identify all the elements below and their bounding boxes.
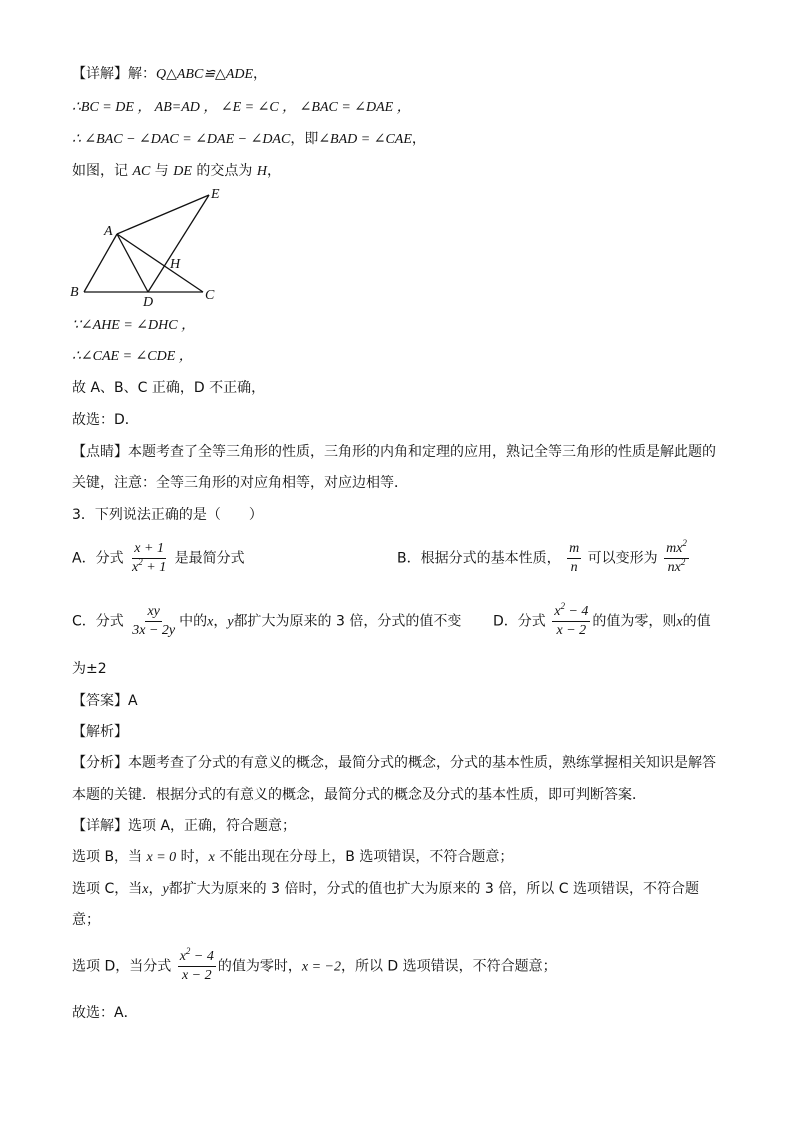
option-b-fraction-2: $\frac{mx^2}{nx^2}$ [666,538,687,575]
segment-AD [117,234,148,292]
analysis-tag: 【解析】 [72,724,128,740]
detail-line-5: ∵∠AHE = ∠DHC ， [72,318,196,333]
option-c: C．分式 $\frac{xy}{3x - 2y}$ 中的x，y都扩大为原来的 3 倍，分式的值不变 [72,604,462,638]
triangle-figure [64,182,234,310]
label-C: C [205,288,215,303]
option-b: B．根据分式的基本性质， $\frac{m}{n}$ 可以变形为 $\frac{mx^2}{nx^2}$ [397,538,687,575]
option-c-fraction: $\frac{xy}{3x - 2y}$ [132,604,176,638]
analysis-line-2: 本题的关键．根据分式的有意义的概念，最简分式的概念及分式的基本性质，即可判断答案． [72,787,646,803]
detail-q3-line-2: 选项 B，当 x = 0 时，x 不能出现在分母上，B 选项错误，不符合题意； [72,849,514,865]
option-a-fraction: $\frac{x + 1}{x^2 + 1}$ [132,541,167,575]
option-a: A．分式 $\frac{x + 1}{x^2 + 1}$ 是最简分式 [72,541,245,575]
detail-q3-line-1: 【详解】选项 A，正确，符合题意； [72,818,297,834]
congruence-expr: Q△ABC≌△ADE [156,67,254,82]
detail-line-8: 故选：D． [72,412,139,428]
segment-DE [148,195,209,292]
question-3-stem: 3．下列说法正确的是（ ） [72,507,263,523]
option-d-continuation: 为±2 [72,661,107,677]
detail-q3-fraction: $\frac{x^2 - 4}{x - 2}$ [179,946,214,983]
segment-AC [117,234,203,292]
detail-q3-line-4: 意； [72,912,100,928]
remark-line-2: 关键，注意：全等三角形的对应角相等，对应边相等． [72,475,408,491]
option-d: D．分式 $\frac{x^2 - 4}{x - 2}$ 的值为零，则x的值 [493,601,711,638]
answer-line: 【答案】A [72,693,138,709]
label-H: H [170,257,181,272]
detail-q3-line-3: 选项 C，当x，y都扩大为原来的 3 倍时，分式的值也扩大为原来的 3 倍，所以 C 选项错误，不符合题 [72,881,699,897]
analysis-line-1: 【分析】本题考查了分式的有意义的概念，最简分式的概念，分式的基本性质，熟练掌握相关知识是解答 [72,755,716,771]
option-b-fraction-1: $\frac{m}{n}$ [569,541,580,575]
detail-line-4: 如图，记 AC 与 DE 的交点为 H， [72,163,281,179]
detail-tag: 【详解】解： [72,66,156,82]
label-A: A [104,224,113,239]
segment-AE [117,195,209,234]
label-B: B [70,285,79,300]
detail-q3-line-5: 选项 D，当分式 $\frac{x^2 - 4}{x - 2}$ 的值为零时，x = −2，所以 D 选项错误，不符合题意； [72,946,557,983]
label-D: D [143,295,154,310]
detail-line-6: ∴∠CAE = ∠CDE ， [72,349,193,364]
final-answer-line: 故选：A． [72,1005,138,1021]
remark-line-1: 【点睛】本题考查了全等三角形的性质，三角形的内角和定理的应用，熟记全等三角形的性质是解此题的 [72,444,716,460]
detail-line-2: ∴BC = DE ， AB=AD ， ∠E = ∠C ， ∠BAC = ∠DAE ， [72,100,411,115]
segment-AB [84,234,117,292]
label-E: E [211,187,220,202]
option-d-fraction: $\frac{x^2 - 4}{x - 2}$ [554,601,589,638]
detail-line-3: ∴ ∠BAC − ∠DAC = ∠DAE − ∠DAC，即∠BAD = ∠CAE， [72,131,426,147]
detail-line-7: 故 A、B、C 正确，D 不正确， [72,380,266,396]
detail-line-1: 【详解】解：Q△ABC≌△ADE， [72,66,268,82]
